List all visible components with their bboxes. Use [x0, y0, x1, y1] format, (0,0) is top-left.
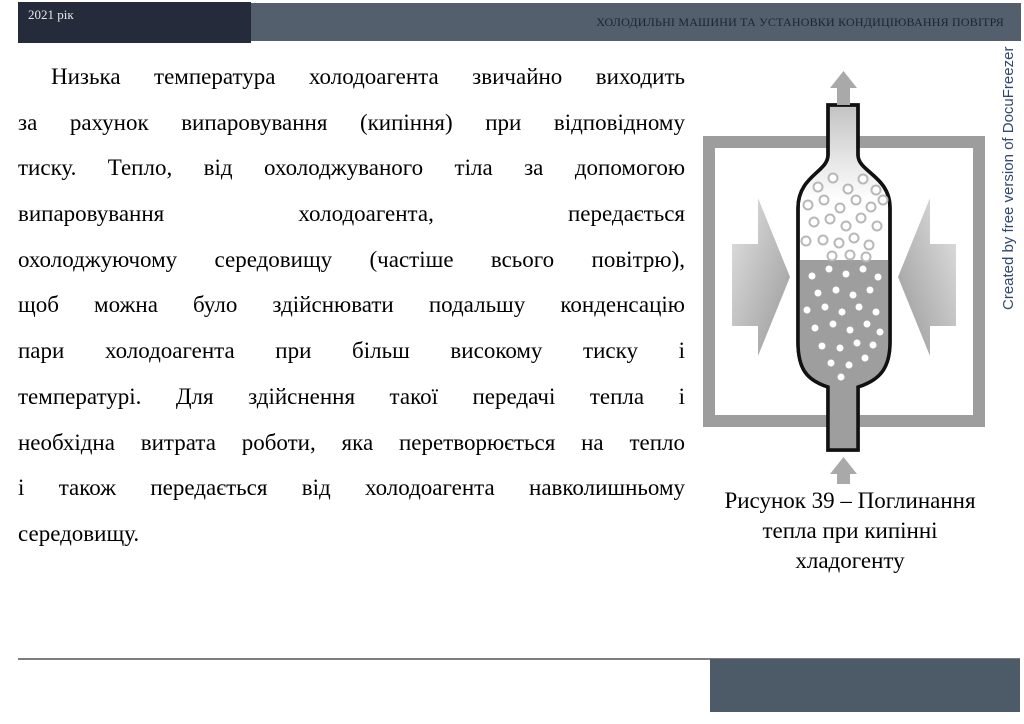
paragraph-line: необхідна витрата роботи, яка перетворюється на тепло: [18, 429, 685, 455]
paragraph-line: тиску. Тепло, від охолоджуваного тіла за допомогою: [18, 155, 685, 181]
paragraph-line: за рахунок випаровування (кипіння) при відповідному: [18, 109, 685, 135]
year-label: 2021 рік: [28, 7, 74, 22]
paragraph-line: і також передається від холодоагента навколишньому: [18, 475, 685, 501]
figure-39-diagram: [690, 50, 1010, 490]
paragraph-line: охолоджуючому середовищу (частіше всього повітрю),: [18, 246, 685, 272]
figure-caption-line: тепла при кипінні: [762, 518, 938, 543]
docufreezer-watermark: Created by free version of DocuFreezer: [1000, 46, 1017, 310]
paragraph-line: щоб можна було здійснювати подальшу конденсацію: [18, 292, 685, 318]
figure-caption: [688, 486, 1012, 576]
vapor-out-arrow: [830, 71, 857, 105]
body-paragraph: [18, 54, 685, 557]
page-header-title: ХОЛОДИЛЬНІ МАШИНИ ТА УСТАНОВКИ КОНДИЦІЮВАННЯ ПОВІТРЯ: [596, 15, 1004, 29]
heat-flow-arrow-left: [732, 198, 790, 356]
figure-caption-line: хладогенту: [795, 548, 905, 573]
paragraph-line: середовищу.: [18, 520, 140, 546]
figure-caption-line: Рисунок 39 – Поглинання: [724, 488, 976, 513]
paragraph-line: пари холодоагента при більш високому тиску і: [18, 338, 685, 364]
paragraph-line: Низька температура холодоагента звичайно виходить: [51, 64, 685, 89]
paragraph-line: температурі. Для здійснення такої передачі тепла і: [18, 383, 685, 409]
footer-accent-box: [710, 659, 1020, 712]
liquid-in-arrow: [830, 457, 857, 484]
heat-flow-arrow-right: [898, 198, 956, 356]
year-box: [18, 2, 251, 43]
paragraph-line: випаровування холодоагента, передається: [18, 201, 685, 227]
